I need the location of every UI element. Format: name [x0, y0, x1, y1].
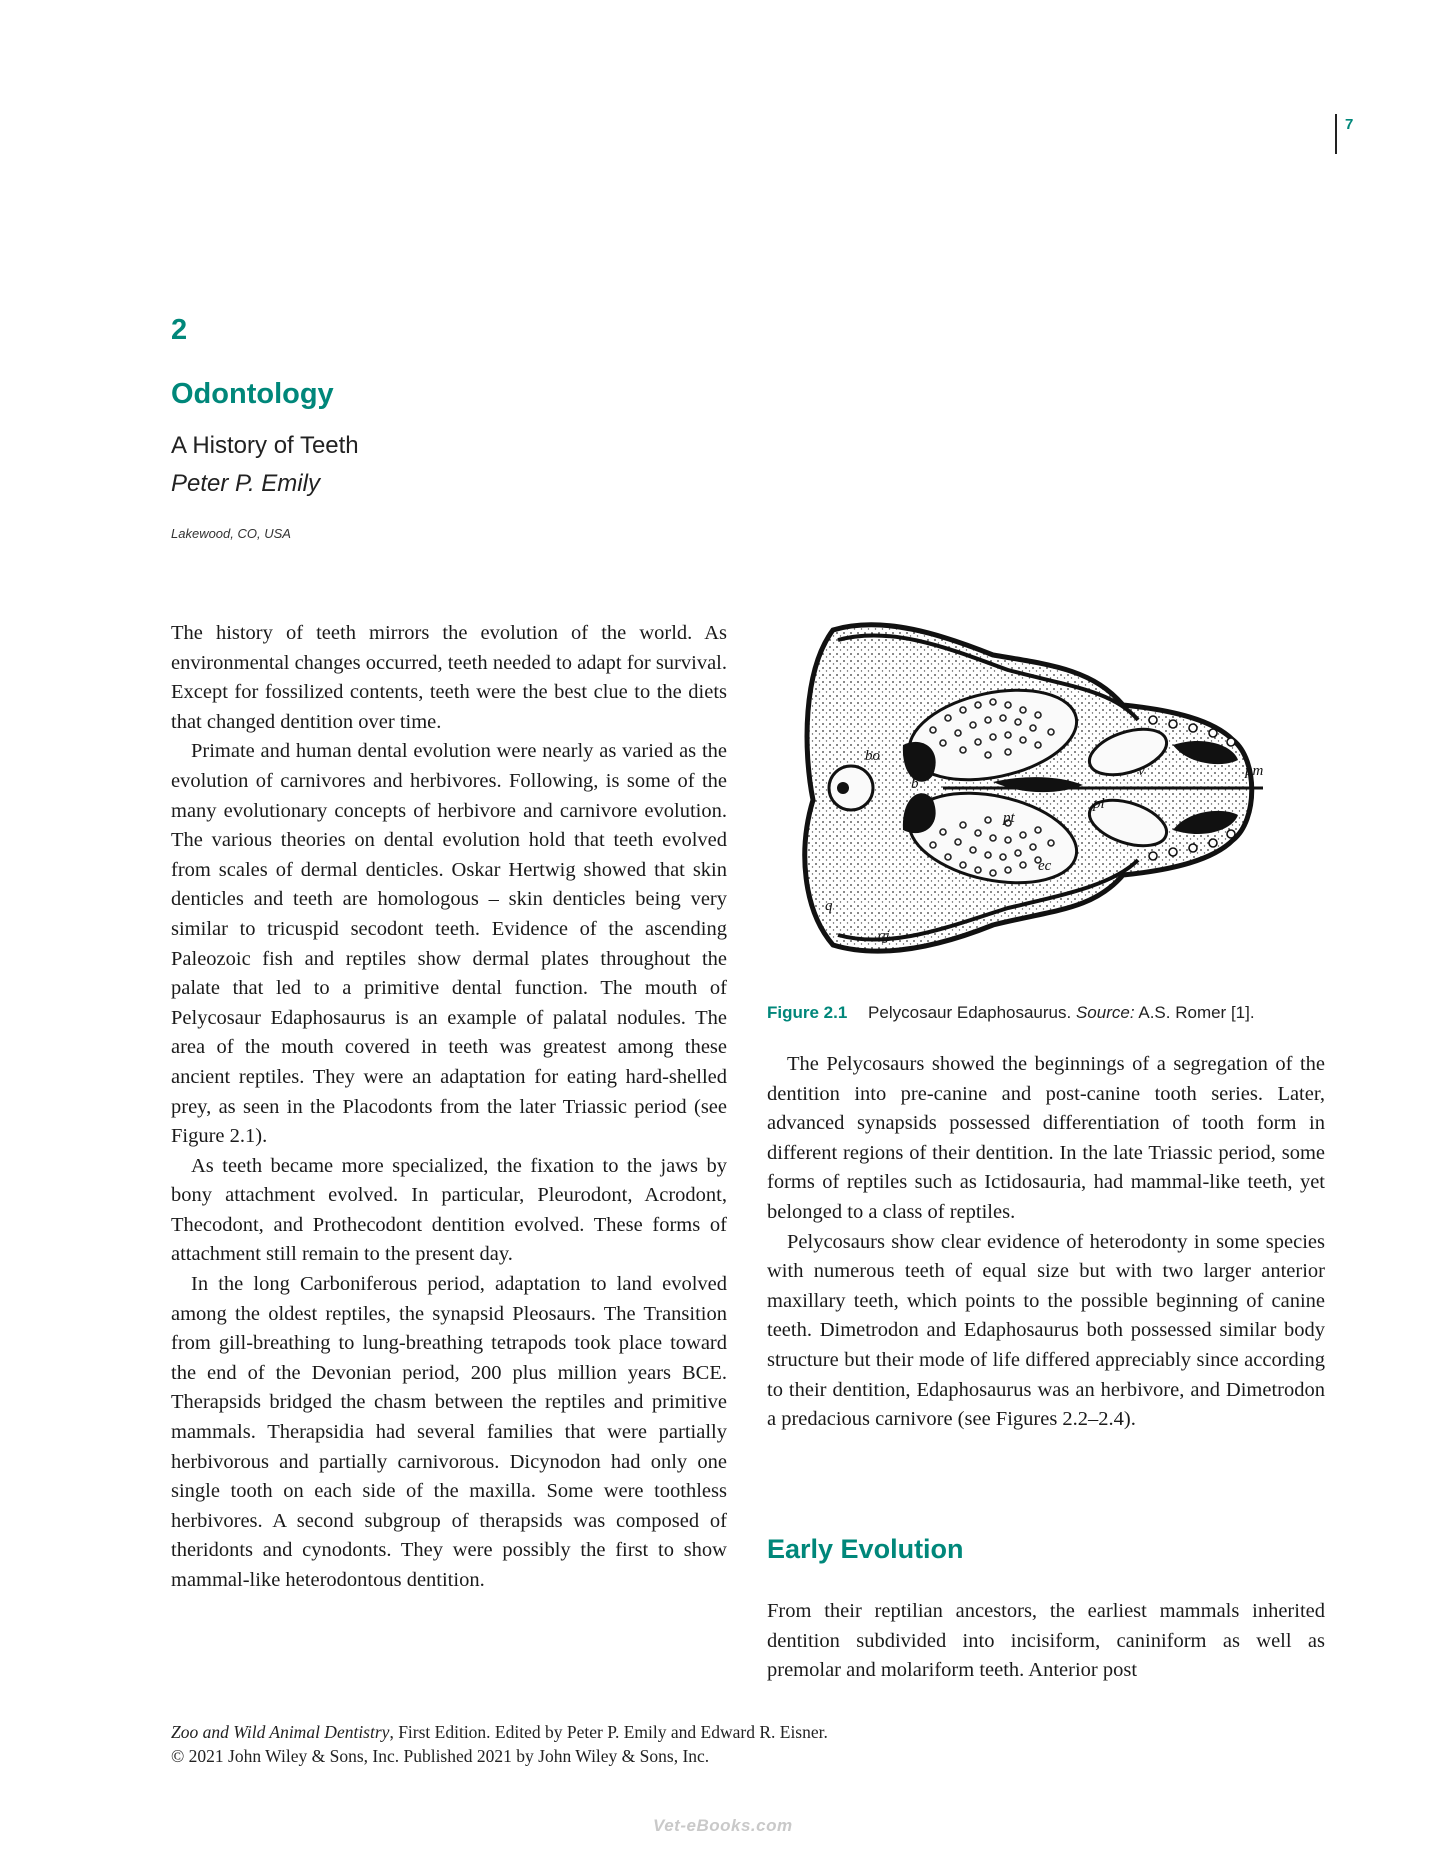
- footer-edition: , First Edition. Edited by Peter P. Emily and Edward R. Eisner.: [389, 1722, 828, 1742]
- watermark-logo: Vet-eBooks.com: [653, 1816, 793, 1835]
- section-body: [767, 1597, 1325, 1686]
- footer-line-1: [171, 1720, 828, 1744]
- figure-caption: [767, 1003, 1255, 1023]
- label-q: q: [825, 898, 833, 914]
- caption-text: Pelycosaur Edaphosaurus.: [868, 1003, 1072, 1022]
- page-number-rule: [1335, 114, 1337, 154]
- body-paragraph: Pelycosaurs show clear evidence of heterodonty in some species with numerous teeth of equal size but with two larger anterior maxillary teeth, which points to the possible beginning of canine teeth. Dimetrodon and Edaphosaurus both possessed similar body structure but their mode of life differed appreciably since according to their dentition, Edaphosaurus was an herbivore, and Dimetrodon a predacious carnivore (see Figures 2.2–2.4).: [767, 1230, 1325, 1431]
- body-paragraph: From their reptilian ancestors, the earliest mammals inherited dentition subdivided into incisiform, caniniform as well as premolar and molariform teeth. Anterior post: [767, 1600, 1325, 1682]
- chapter-subtitle: A History of Teeth: [171, 432, 359, 459]
- page-number: 7: [1345, 116, 1354, 133]
- footer-book-title: Zoo and Wild Animal Dentistry: [171, 1722, 390, 1742]
- label-v: v: [1138, 763, 1145, 779]
- caption-source: A.S. Romer [1].: [1138, 1003, 1255, 1022]
- label-b: b: [911, 776, 919, 792]
- label-pl: pl: [1093, 796, 1105, 812]
- chapter-author: Peter P. Emily: [171, 470, 320, 497]
- body-paragraph: Primate and human dental evolution were nearly as varied as the evolution of carnivores and herbivores. Following, is some of the many evolutionary concepts of herbivore and carnivore evolution. The various theories on dental evolution hold that teeth evolved from scales of dermal denticles. Oskar Hertwig showed that skin denticles and teeth are homologous – skin denticles being very similar to tricuspid secodont teeth. Evidence of the ascending Paleozoic fish and reptiles show dermal plates throughout the palate that led to a primitive dental function. The mouth of Pelycosaur Edaphosaurus is an example of palatal nodules. The area of the mouth covered in teeth was greatest among these ancient reptiles. They were an adaptation for eating hard-shelled prey, as seen in the Placodonts from the later Triassic period (see Figure 2.1).: [171, 740, 727, 1148]
- label-bo: bo: [865, 748, 880, 764]
- right-column: [767, 1050, 1325, 1435]
- chapter-affiliation: Lakewood, CO, USA: [171, 526, 291, 541]
- chapter-number: 2: [171, 314, 188, 346]
- label-qj: qj: [878, 928, 890, 944]
- skull-illustration: [793, 610, 1303, 965]
- body-paragraph: The Pelycosaurs showed the beginnings of a segregation of the dentition into pre-canine and post-canine tooth series. Later, advanced synapsids possessed differentiation of tooth form in different regions of their dentition. In the late Triassic period, some forms of reptiles such as Ictidosauria, had mammal-like teeth, yet belonged to a class of reptiles.: [767, 1053, 1325, 1223]
- chapter-title: Odontology: [171, 378, 334, 410]
- body-paragraph: As teeth became more specialized, the fixation to the jaws by bony attachment evolved. In particular, Pleurodont, Acrodont, Thecodont, and Prothecodont dentition evolved. These forms of attachment still remain to the present day.: [171, 1154, 727, 1266]
- body-paragraph: In the long Carboniferous period, adaptation to land evolved among the oldest reptiles, the synapsid Pleosaurs. The Transition from gill-breathing to lung-breathing tetrapods took place toward the end of the Devonian period, 200 plus million years BCE. Therapsids bridged the chasm between the reptiles and primitive mammals. Therapsidia had several families that were partially herbivorous and partially carnivorous. Dicynodon had only one single tooth on each side of the maxilla. Some were toothless herbivores. A second subgroup of therapsids was composed of theridonts and cynodonts. They were possibly the first to show mammal-like heterodontous dentition.: [171, 1273, 727, 1591]
- caption-source-label: Source:: [1075, 1003, 1135, 1022]
- footer-line-2: © 2021 John Wiley & Sons, Inc. Published 2021 by John Wiley & Sons, Inc.: [171, 1746, 710, 1766]
- body-paragraph: The history of teeth mirrors the evolution of the world. As environmental changes occurred, teeth needed to adapt for survival. Except for fossilized contents, teeth were the best clue to the diets that changed dentition over time.: [171, 622, 727, 733]
- copyright-footer: [171, 1720, 828, 1768]
- figure-label: Figure 2.1: [767, 1003, 848, 1022]
- label-pm: pm: [1245, 763, 1264, 779]
- label-ec: ec: [1038, 858, 1052, 874]
- left-column: [171, 619, 727, 1596]
- section-heading: Early Evolution: [767, 1534, 964, 1564]
- label-pt: pt: [1003, 810, 1015, 826]
